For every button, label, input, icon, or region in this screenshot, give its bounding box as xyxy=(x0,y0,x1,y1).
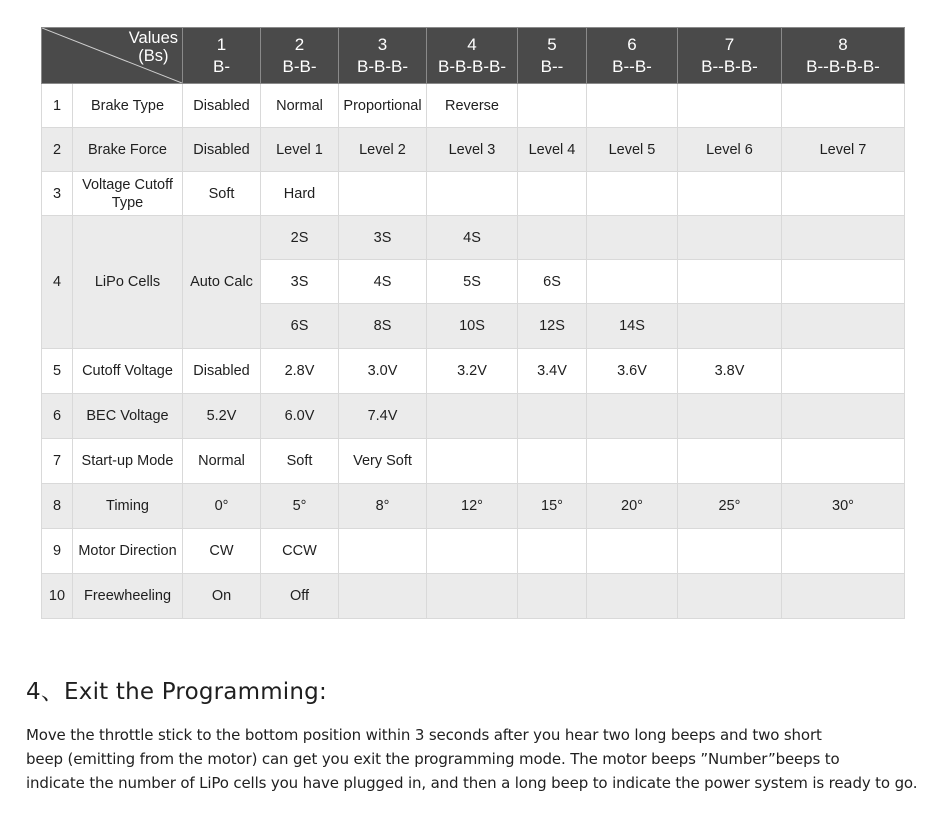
table-cell xyxy=(518,574,587,619)
table-cell: 4S xyxy=(427,216,518,260)
table-cell: Soft xyxy=(261,439,339,484)
table-cell xyxy=(782,529,905,574)
table-cell: 30° xyxy=(782,484,905,529)
table-cell xyxy=(782,260,905,304)
table-header-row xyxy=(42,28,905,84)
table-cell: 3S xyxy=(261,260,339,304)
table-cell xyxy=(678,439,782,484)
table-cell: 12° xyxy=(427,484,518,529)
table-cell xyxy=(339,529,427,574)
table-cell xyxy=(678,574,782,619)
table-cell: Proportional xyxy=(339,84,427,128)
table-cell: Reverse xyxy=(427,84,518,128)
table-cell xyxy=(782,84,905,128)
table-row xyxy=(42,529,905,574)
table-cell: 6.0V xyxy=(261,394,339,439)
table-row xyxy=(42,84,905,128)
table-cell xyxy=(427,529,518,574)
table-row xyxy=(42,574,905,619)
table-row xyxy=(42,484,905,529)
row-label: Timing xyxy=(73,484,183,529)
programming-table xyxy=(41,27,905,619)
table-cell: Level 7 xyxy=(782,128,905,172)
table-cell: 12S xyxy=(518,304,587,349)
table-cell: 7.4V xyxy=(339,394,427,439)
table-cell: Very Soft xyxy=(339,439,427,484)
table-cell: Level 5 xyxy=(587,128,678,172)
table-cell xyxy=(518,529,587,574)
row-number: 2 xyxy=(42,128,73,172)
table-cell xyxy=(678,304,782,349)
table-cell xyxy=(678,394,782,439)
row-number: 10 xyxy=(42,574,73,619)
row-number: 6 xyxy=(42,394,73,439)
table-cell xyxy=(678,216,782,260)
table-cell xyxy=(678,260,782,304)
table-cell: 3.0V xyxy=(339,349,427,394)
table-cell: 25° xyxy=(678,484,782,529)
table-cell xyxy=(782,574,905,619)
table-cell xyxy=(587,574,678,619)
table-cell: Normal xyxy=(183,439,261,484)
table-cell: Soft xyxy=(183,172,261,216)
table-cell: 8° xyxy=(339,484,427,529)
table-cell: 5.2V xyxy=(183,394,261,439)
table-cell xyxy=(518,394,587,439)
row-label: LiPo Cells xyxy=(73,216,183,349)
table-cell: 20° xyxy=(587,484,678,529)
body-line: beep (emitting from the motor) can get you exit the programming mode. The motor beeps ”Number”beeps to xyxy=(26,750,840,768)
row-label: Voltage Cutoff Type xyxy=(73,172,183,216)
table-cell: CCW xyxy=(261,529,339,574)
table-cell: 2.8V xyxy=(261,349,339,394)
row-number: 8 xyxy=(42,484,73,529)
column-header: 7 B--B-B- xyxy=(678,28,782,84)
row-label: BEC Voltage xyxy=(73,394,183,439)
table-cell: Auto Calc xyxy=(183,216,261,349)
column-header: 6 B--B- xyxy=(587,28,678,84)
table-cell: 10S xyxy=(427,304,518,349)
table-cell: Disabled xyxy=(183,128,261,172)
table-cell xyxy=(518,172,587,216)
row-number: 1 xyxy=(42,84,73,128)
table-cell xyxy=(678,529,782,574)
row-number: 7 xyxy=(42,439,73,484)
table-cell: 3S xyxy=(339,216,427,260)
section-body xyxy=(26,723,926,795)
table-cell xyxy=(782,172,905,216)
table-cell xyxy=(782,304,905,349)
column-header: 1 B- xyxy=(183,28,261,84)
row-number: 4 xyxy=(42,216,73,349)
body-line: Move the throttle stick to the bottom position within 3 seconds after you hear two long beeps and two short xyxy=(26,726,822,744)
table-cell xyxy=(678,172,782,216)
table-cell xyxy=(782,349,905,394)
table-cell: 15° xyxy=(518,484,587,529)
table-cell: CW xyxy=(183,529,261,574)
column-header: 5 B-- xyxy=(518,28,587,84)
row-label: Cutoff Voltage xyxy=(73,349,183,394)
table-cell xyxy=(782,394,905,439)
table-cell xyxy=(587,394,678,439)
row-number: 9 xyxy=(42,529,73,574)
table-cell: Disabled xyxy=(183,349,261,394)
table-cell: 3.2V xyxy=(427,349,518,394)
table-cell xyxy=(427,439,518,484)
corner-header xyxy=(42,28,183,84)
column-header: 4 B-B-B-B- xyxy=(427,28,518,84)
row-number: 3 xyxy=(42,172,73,216)
table-cell: 14S xyxy=(587,304,678,349)
table-cell xyxy=(587,439,678,484)
table-cell: On xyxy=(183,574,261,619)
row-label: Start-up Mode xyxy=(73,439,183,484)
table-cell xyxy=(678,84,782,128)
table-cell: 3.4V xyxy=(518,349,587,394)
table-cell xyxy=(587,172,678,216)
table-cell xyxy=(339,172,427,216)
column-header: 3 B-B-B- xyxy=(339,28,427,84)
table-cell xyxy=(587,84,678,128)
table-cell: Off xyxy=(261,574,339,619)
table-cell xyxy=(587,216,678,260)
row-label: Brake Force xyxy=(73,128,183,172)
row-number: 5 xyxy=(42,349,73,394)
table-cell: Level 3 xyxy=(427,128,518,172)
corner-label xyxy=(129,29,178,65)
table-cell: Normal xyxy=(261,84,339,128)
row-label: Brake Type xyxy=(73,84,183,128)
table-cell: 2S xyxy=(261,216,339,260)
corner-label-bs: (Bs) xyxy=(138,47,169,65)
table-cell xyxy=(427,394,518,439)
table-cell: 6S xyxy=(518,260,587,304)
table-cell: Level 4 xyxy=(518,128,587,172)
table-cell xyxy=(518,439,587,484)
column-header: 2 B-B- xyxy=(261,28,339,84)
body-line: indicate the number of LiPo cells you have plugged in, and then a long beep to indicate the power system is ready to go. xyxy=(26,774,918,792)
table-row xyxy=(42,349,905,394)
table-cell: 8S xyxy=(339,304,427,349)
table-cell: 3.8V xyxy=(678,349,782,394)
table-cell: 3.6V xyxy=(587,349,678,394)
table-cell xyxy=(427,172,518,216)
section-heading: 4、Exit the Programming: xyxy=(26,679,327,705)
row-label: Motor Direction xyxy=(73,529,183,574)
table-cell: Disabled xyxy=(183,84,261,128)
table-cell xyxy=(587,529,678,574)
table-cell: 5S xyxy=(427,260,518,304)
table-cell: Level 1 xyxy=(261,128,339,172)
table-cell xyxy=(782,216,905,260)
table-row xyxy=(42,128,905,172)
table-row xyxy=(42,216,905,260)
table-row xyxy=(42,439,905,484)
corner-label-values: Values xyxy=(128,29,178,47)
table-cell: 5° xyxy=(261,484,339,529)
table-cell: Level 6 xyxy=(678,128,782,172)
table-cell xyxy=(518,84,587,128)
table-cell: 4S xyxy=(339,260,427,304)
table-cell: 0° xyxy=(183,484,261,529)
table-cell: 6S xyxy=(261,304,339,349)
table-cell xyxy=(587,260,678,304)
row-label: Freewheeling xyxy=(73,574,183,619)
column-header: 8 B--B-B-B- xyxy=(782,28,905,84)
table-cell: Hard xyxy=(261,172,339,216)
table-cell xyxy=(427,574,518,619)
table-cell: Level 2 xyxy=(339,128,427,172)
table-cell xyxy=(782,439,905,484)
table-row xyxy=(42,172,905,216)
table-row xyxy=(42,394,905,439)
table-cell xyxy=(518,216,587,260)
table-cell xyxy=(339,574,427,619)
